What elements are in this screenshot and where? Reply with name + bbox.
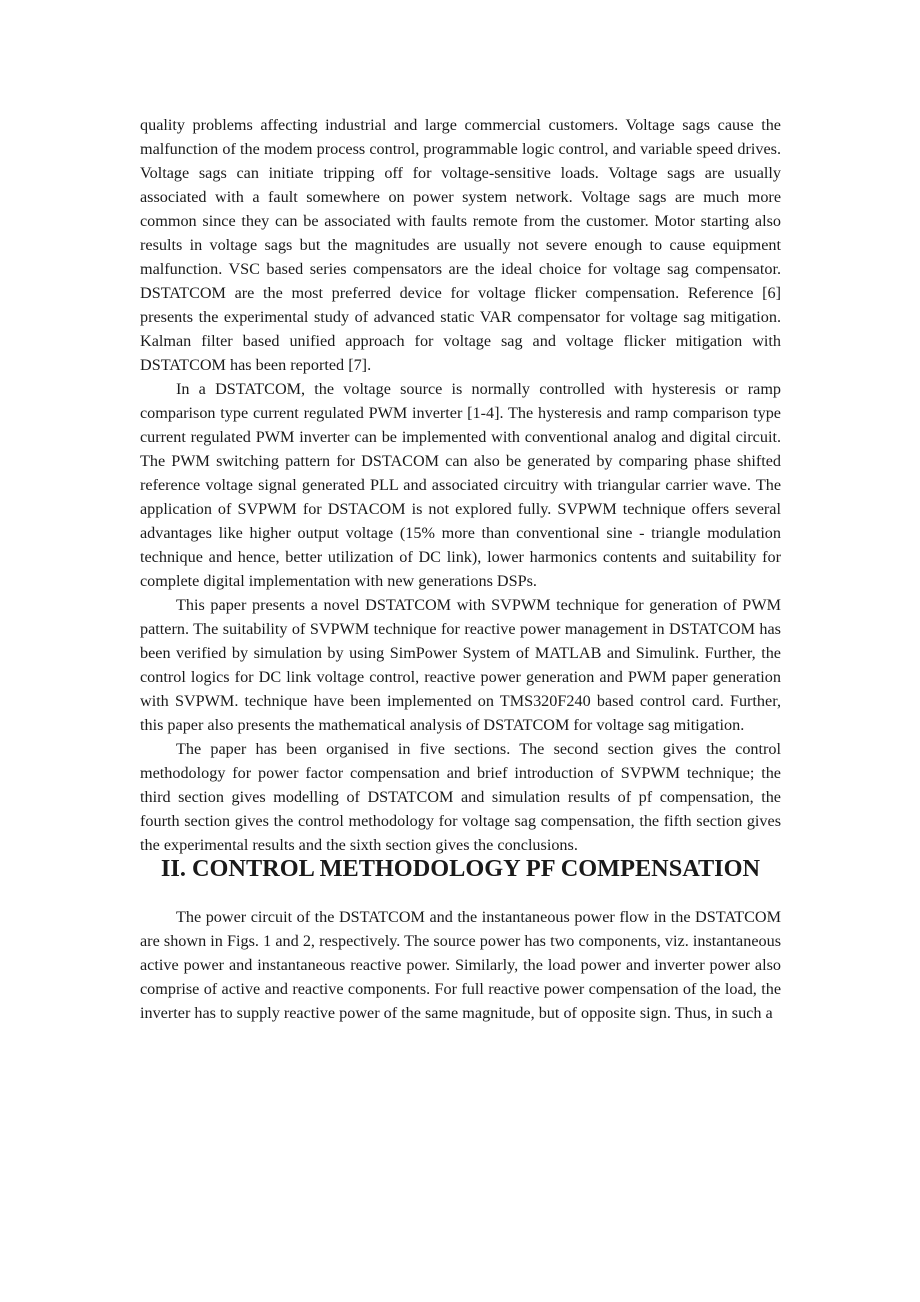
paragraph-power-circuit: The power circuit of the DSTATCOM and the instantaneous power flow in the DSTATCOM are shown in Figs. 1 and 2, respectively. The source power has two components, viz. instantaneous active power and instantaneous reactive power. Similarly, the load power and inverter power also comprise of active and reactive components. For full reactive power compensation of the load, the inverter has to supply reactive power of the same magnitude, but of opposite sign. Thus, in such a — [140, 908, 781, 1022]
section-heading: II. CONTROL METHODOLOGY PF COMPENSATION — [160, 855, 761, 882]
paragraph-voltage-sags: quality problems affecting industrial and large commercial customers. Voltage sags cause the malfunction of the modem process control, programmable logic control, and variable speed drives. Voltage sags can initiate tripping off for voltage-sensitive loads. Voltage sags are usually associated with a fault somewhere on power system network. Voltage sags are much more common since they can be associated with faults remote from the customer. Motor starting also results in voltage sags but the magnitudes are usually not severe enough to cause equipment malfunction. VSC based series compensators are the ideal choice for voltage sag compensator. DSTATCOM are the most preferred device for voltage flicker compensation. Reference [6] presents the experimental study of advanced static VAR compensator for voltage sag mitigation. Kalman filter based unified approach for voltage sag and voltage flicker mitigation with DSTATCOM has been reported [7]. — [140, 116, 781, 374]
paragraph-pwm-inverter: In a DSTATCOM, the voltage source is normally controlled with hysteresis or ramp comparison type current regulated PWM inverter [1-4]. The hysteresis and ramp comparison type current regulated PWM inverter can be implemented with conventional analog and digital circuit. The PWM switching pattern for DSTACOM can also be generated by comparing phase shifted reference voltage signal generated PLL and associated circuitry with triangular carrier wave. The application of SVPWM for DSTACOM is not explored fully. SVPWM technique offers several advantages like higher output voltage (15% more than conventional sine - triangle modulation technique and hence, better utilization of DC link), lower harmonics contents and suitability for complete digital implementation with new generations DSPs. — [140, 380, 781, 590]
page-body — [140, 113, 781, 1025]
paragraph-organisation: The paper has been organised in five sections. The second section gives the control methodology for power factor compensation and brief introduction of SVPWM technique; the third section gives modelling of DSTATCOM and simulation results of pf compensation, the fourth section gives the control methodology for voltage sag compensation, the fifth section gives the experimental results and the sixth section gives the conclusions. — [140, 740, 781, 854]
heading-spacer — [140, 881, 781, 905]
paragraph-paper-presents: This paper presents a novel DSTATCOM with SVPWM technique for generation of PWM pattern. The suitability of SVPWM technique for reactive power management in DSTATCOM has been verified by simulation by using SimPower System of MATLAB and Simulink. Further, the control logics for DC link voltage control, reactive power generation and PWM paper generation with SVPWM. technique have been implemented on TMS320F240 based control card. Further, this paper also presents the mathematical analysis of DSTATCOM for voltage sag mitigation. — [140, 596, 781, 734]
